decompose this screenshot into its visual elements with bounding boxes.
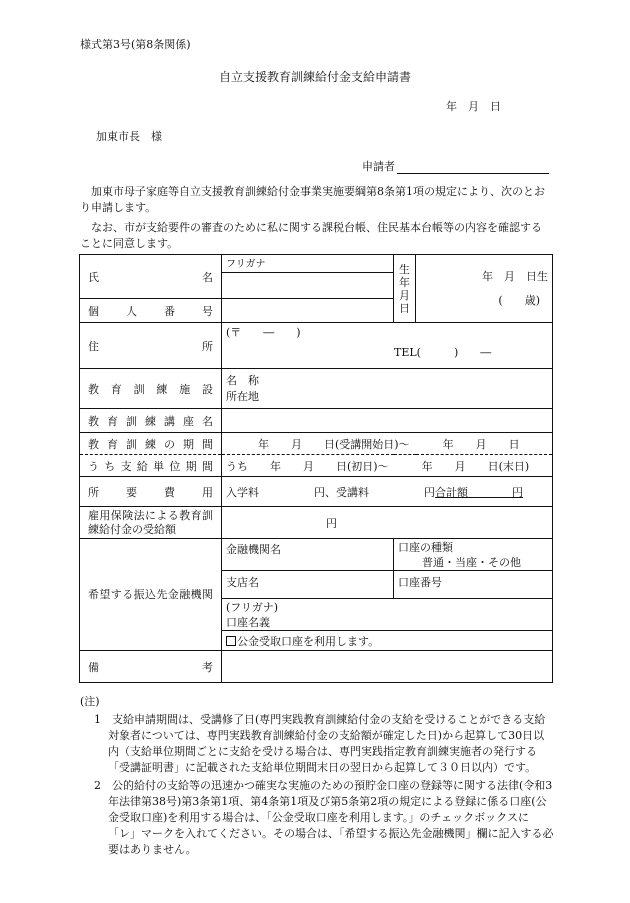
cost-label: 所要費用 (80, 477, 222, 507)
account-type-input[interactable] (394, 539, 553, 571)
remarks-label: 備考 (80, 651, 222, 683)
individual-number-label: 個人番号 (80, 299, 222, 323)
branch-label: 支店名 (226, 576, 259, 589)
public-account-checkbox[interactable] (226, 636, 236, 646)
facility-location-label: 所在地 (226, 389, 259, 403)
account-number-input[interactable] (394, 571, 553, 599)
account-type-label: 口座の種類 (398, 541, 453, 554)
period-input[interactable]: 年 月 日(受講開始日)～ 年 月 日 (222, 433, 553, 455)
branch-input[interactable] (222, 571, 394, 599)
intro-paragraph-1: 加東市母子家庭等自立支援教育訓練給付金事業実施要綱第8条第1項の規定により、次のとおり申請します。 (80, 185, 545, 214)
form-title: 自立支援教育訓練給付金支給申請書 (218, 70, 411, 84)
notes-heading: (注) (80, 695, 100, 708)
date-fields[interactable]: 年 月 日 (446, 100, 501, 113)
unit-period-input[interactable]: うち 年 月 日(初日)～ 年 月 日(末日) (222, 455, 553, 477)
employment-insurance-input[interactable]: 円 (222, 507, 553, 539)
facility-label: 教育訓練施設 (80, 369, 222, 409)
age-format: ( 歳) (498, 293, 540, 307)
address-label: 住所 (80, 323, 222, 369)
public-account-label: 公金受取口座を利用します。 (237, 634, 380, 648)
bank-label: 希望する振込先金融機関 (80, 539, 222, 651)
applicant-signature-line[interactable] (397, 161, 549, 174)
course-input[interactable] (222, 409, 553, 433)
birth-label-text: 生年月日 (399, 262, 410, 315)
application-form-table (79, 254, 553, 683)
cost-input[interactable] (222, 477, 553, 507)
bank-name-input[interactable] (222, 539, 394, 571)
facility-name-label: 名 称 (226, 373, 259, 387)
applicant-label: 申請者 (362, 160, 395, 173)
account-type-options: 普通・当座・その他 (422, 556, 521, 569)
facility-input[interactable] (222, 369, 553, 409)
notes-section (80, 694, 555, 860)
remarks-input[interactable] (222, 651, 553, 683)
name-label: 氏名 (80, 255, 222, 299)
individual-number-input[interactable] (222, 299, 394, 323)
employment-insurance-label: 雇用保険法による教育訓練給付金の受給額 (80, 507, 222, 539)
period-label: 教育訓練の期間 (80, 433, 222, 455)
note-item: 1 支給申請期間は、受講修了日(専門実践教育訓練給付金の支給を受けることができる支給対象者については、専門実践教育訓練給付金の支給額が確定した日)から起算して30日以内（支給単位期間ごとに支給を受ける場合は、専門実践指定教育訓練実施者の発行する「受講証明書」に記載された支給単位期間末日の翌日から起算して３０日以内）です。 (94, 713, 546, 774)
birth-date-field[interactable] (416, 255, 553, 323)
tel-format: TEL( ) ― (394, 346, 492, 359)
cost-admission: 入学料 円、受講料 円 (226, 485, 435, 499)
address-input[interactable] (222, 323, 553, 369)
public-account-row (222, 631, 553, 651)
birth-label (394, 255, 416, 323)
furigana-field[interactable]: フリガナ (222, 255, 394, 273)
account-holder-furigana: (フリガナ) (226, 600, 279, 614)
postal-format: (〒 ― ) (226, 326, 301, 339)
account-number-label: 口座番号 (398, 576, 442, 589)
course-label: 教育訓練講座名 (80, 409, 222, 433)
account-holder-input[interactable] (222, 599, 553, 631)
cost-total: 合計額 円 (435, 485, 523, 499)
name-input[interactable] (222, 273, 394, 299)
addressee: 加東市長 様 (96, 130, 162, 143)
unit-period-label: うち支給単位期間 (80, 455, 222, 477)
note-item: 2 公的給付の支給等の迅速かつ確実な実施のための預貯金口座の登録等に関する法律(令和3年法律第38号)第3条第1項、第4条第1項及び第5条第2項の規定による登録に係る口座(公金受取口座)を利用する場合は、「公金受取口座を利用します。」のチェックボックスに「レ」マークを入れてください。その場合は、「希望する振込先金融機関」欄に記入する必要はありません。 (94, 779, 554, 856)
intro-paragraph-2: なお、市が支給要件の審査のために私に関する課税台帳、住民基本台帳等の内容を確認することに同意します。 (80, 221, 542, 250)
applicant-field[interactable] (362, 158, 549, 174)
form-number: 様式第3号(第8条関係) (80, 38, 191, 51)
account-holder-label: 口座名義 (226, 615, 270, 629)
birth-date-format: 年 月 日生 (482, 269, 548, 283)
bank-name-label: 金融機関名 (226, 543, 281, 556)
